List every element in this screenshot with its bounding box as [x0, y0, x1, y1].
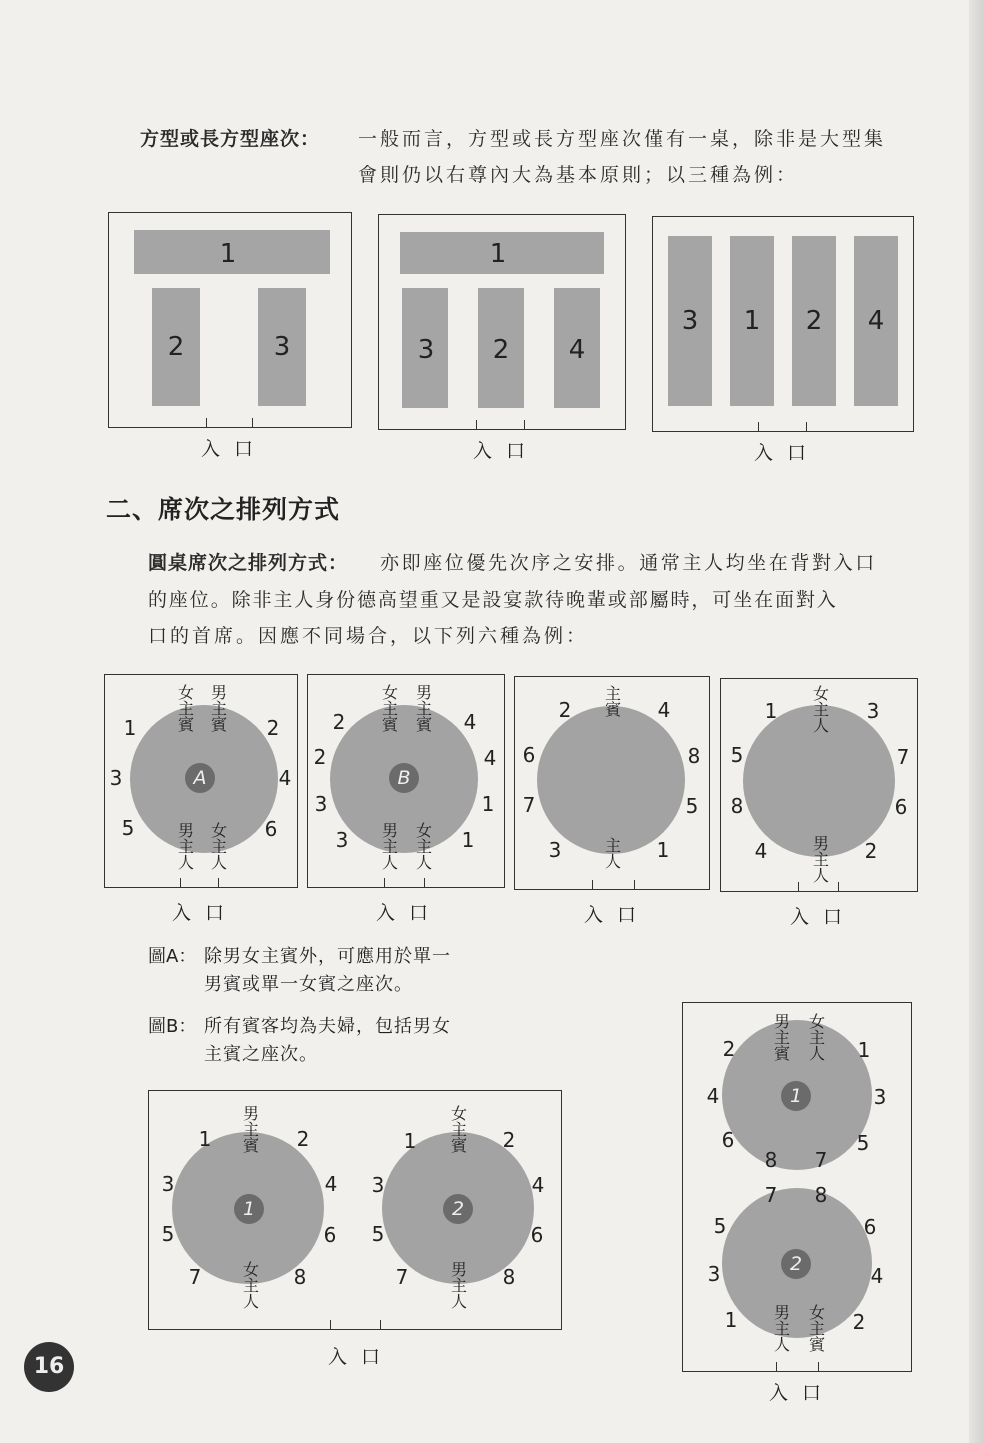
- seat-number: 3: [314, 792, 328, 816]
- seat-number: 1: [724, 1308, 738, 1332]
- seat-number: 4: [324, 1172, 338, 1196]
- seat-number: 4: [657, 698, 671, 722]
- seat-number: 1: [403, 1129, 417, 1153]
- seat-number: 2: [332, 710, 346, 734]
- entry-gap: [776, 1362, 777, 1372]
- entry-gap: [252, 418, 253, 428]
- seat-number: 2: [296, 1127, 310, 1151]
- table-number: 1: [489, 239, 507, 269]
- seat-number: 4: [706, 1084, 720, 1108]
- seat-number: 1: [198, 1127, 212, 1151]
- entry-label: 入 口: [472, 440, 530, 462]
- seat-number: 4: [531, 1173, 545, 1197]
- seat-number: 3: [866, 699, 880, 723]
- table-number: 4: [568, 335, 586, 365]
- entry-gap: [798, 882, 799, 892]
- entry-gap: [424, 878, 425, 888]
- table-number: 1: [219, 239, 237, 269]
- table-badge-1: 1: [234, 1194, 264, 1224]
- seat-number: 3: [335, 828, 349, 852]
- seat-label: 男主賓: [242, 1104, 259, 1155]
- seat-number: 3: [548, 838, 562, 862]
- diagram-letter-a: A: [185, 763, 215, 793]
- seat-number: 1: [656, 838, 670, 862]
- entry-label: 入 口: [753, 442, 811, 464]
- table-number: 4: [867, 306, 885, 336]
- table-number: 3: [681, 306, 699, 336]
- seat-number: 8: [814, 1183, 828, 1207]
- seat-number: 3: [707, 1262, 721, 1286]
- table-number: 2: [492, 335, 510, 365]
- entry-gap: [384, 878, 385, 888]
- rect-intro-label: 方型或長方型座次：: [140, 128, 321, 150]
- seat-number: 7: [896, 745, 910, 769]
- entry-label: 入 口: [200, 438, 258, 460]
- seat-number: 8: [764, 1148, 778, 1172]
- entry-label: 入 口: [583, 904, 641, 926]
- seat-label: 女主人: [812, 684, 829, 735]
- seat-number: 1: [764, 699, 778, 723]
- seat-number: 6: [522, 743, 536, 767]
- seat-number: 2: [852, 1310, 866, 1334]
- seat-number: 7: [395, 1265, 409, 1289]
- seat-number: 6: [323, 1223, 337, 1247]
- entry-gap: [476, 420, 477, 430]
- seat-label: 女主人: [242, 1260, 259, 1311]
- seat-label: 男主賓: [210, 683, 227, 734]
- table-number: 2: [167, 332, 185, 362]
- page-number: 16: [24, 1342, 74, 1392]
- seat-number: 5: [713, 1214, 727, 1238]
- seat-number: 3: [109, 766, 123, 790]
- seat-label: 女主賓: [450, 1104, 467, 1155]
- entry-gap: [634, 880, 635, 890]
- note-a-label: 圖A：: [148, 946, 197, 967]
- note-a-line2: 男賓或單一女賓之座次。: [204, 974, 413, 995]
- entry-label: 入 口: [375, 902, 433, 924]
- seat-number: 5: [856, 1131, 870, 1155]
- seat-number: 1: [481, 792, 495, 816]
- section-heading: 二、席次之排列方式: [106, 495, 341, 524]
- entry-label: 入 口: [768, 1382, 826, 1404]
- entry-label: 入 口: [327, 1346, 385, 1368]
- round-intro-line1: 亦即座位優先次序之安排。通常主人均坐在背對入口: [380, 552, 877, 574]
- seat-number: 1: [123, 716, 137, 740]
- seat-number: 5: [161, 1222, 175, 1246]
- entry-gap: [806, 422, 807, 432]
- seat-number: 6: [264, 817, 278, 841]
- seat-label: 男主人: [812, 834, 829, 885]
- seat-number: 7: [814, 1148, 828, 1172]
- seat-number: 2: [722, 1037, 736, 1061]
- table-number: 3: [273, 332, 291, 362]
- seat-label: 男主賓: [415, 683, 432, 734]
- seat-number: 4: [483, 746, 497, 770]
- seat-label: 男主人: [177, 821, 194, 872]
- seat-number: 8: [730, 794, 744, 818]
- table-number: 3: [417, 335, 435, 365]
- table-number: 1: [743, 306, 761, 336]
- seat-number: 2: [313, 745, 327, 769]
- entry-gap: [218, 878, 219, 888]
- seat-number: 5: [121, 816, 135, 840]
- entry-gap: [838, 882, 839, 892]
- seat-label: 女主賓: [381, 683, 398, 734]
- entry-gap: [206, 418, 207, 428]
- seat-number: 6: [721, 1128, 735, 1152]
- seat-label: 女主人: [808, 1012, 825, 1063]
- rect-intro-line2: 會則仍以右尊內大為基本原則；以三種為例：: [358, 164, 799, 186]
- seat-label: 女主賓: [808, 1303, 825, 1354]
- round-intro-line2: 的座位。除非主人身份德高望重又是設宴款待晚輩或部屬時，可坐在面對入: [148, 589, 838, 611]
- diagram-letter-b: B: [389, 763, 419, 793]
- seat-number: 7: [522, 793, 536, 817]
- table-badge-2: 2: [781, 1249, 811, 1279]
- entry-gap: [380, 1320, 381, 1330]
- seat-number: 8: [293, 1265, 307, 1289]
- seat-number: 7: [764, 1183, 778, 1207]
- seat-number: 5: [371, 1222, 385, 1246]
- seat-number: 4: [754, 839, 768, 863]
- seat-label: 男主人: [450, 1260, 467, 1311]
- seat-label: 女主賓: [177, 683, 194, 734]
- note-b-line2: 主賓之座次。: [204, 1044, 318, 1065]
- seat-label: 女主人: [210, 821, 227, 872]
- entry-gap: [330, 1320, 331, 1330]
- seat-number: 6: [530, 1223, 544, 1247]
- entry-label: 入 口: [789, 906, 847, 928]
- seat-number: 2: [502, 1128, 516, 1152]
- table-badge-1: 1: [781, 1081, 811, 1111]
- table-number: 2: [805, 306, 823, 336]
- entry-gap: [592, 880, 593, 890]
- round-table: [537, 706, 685, 854]
- seat-number: 4: [870, 1264, 884, 1288]
- entry-gap: [818, 1362, 819, 1372]
- note-b-label: 圖B：: [148, 1016, 197, 1037]
- seat-number: 1: [461, 828, 475, 852]
- seat-number: 7: [188, 1265, 202, 1289]
- seat-number: 6: [863, 1215, 877, 1239]
- seat-number: 5: [685, 794, 699, 818]
- seat-number: 4: [463, 710, 477, 734]
- seat-label: 主賓: [604, 684, 621, 719]
- rect-intro-line1: 一般而言，方型或長方型座次僅有一桌，除非是大型集: [358, 128, 887, 150]
- seat-number: 6: [894, 795, 908, 819]
- entry-label: 入 口: [171, 902, 229, 924]
- seat-number: 2: [266, 716, 280, 740]
- seat-label: 男主人: [773, 1303, 790, 1354]
- table-badge-2: 2: [443, 1194, 473, 1224]
- round-intro-line3: 口的首席。因應不同場合，以下列六種為例：: [148, 625, 589, 647]
- seat-label: 主人: [604, 836, 621, 871]
- note-a-line1: 除男女主賓外，可應用於單一: [204, 946, 451, 967]
- entry-gap: [180, 878, 181, 888]
- seat-number: 1: [857, 1038, 871, 1062]
- page-edge: [969, 0, 983, 1443]
- seat-label: 男主賓: [773, 1012, 790, 1063]
- seat-label: 女主人: [415, 821, 432, 872]
- seat-number: 8: [502, 1265, 516, 1289]
- seat-number: 3: [371, 1173, 385, 1197]
- seat-number: 2: [864, 839, 878, 863]
- seat-number: 3: [873, 1085, 887, 1109]
- round-intro-label: 圓桌席次之排列方式：: [148, 552, 349, 574]
- seat-number: 3: [161, 1172, 175, 1196]
- seat-number: 4: [278, 766, 292, 790]
- seat-label: 男主人: [381, 821, 398, 872]
- entry-gap: [758, 422, 759, 432]
- seat-number: 2: [558, 698, 572, 722]
- seat-number: 8: [687, 744, 701, 768]
- note-b-line1: 所有賓客均為夫婦，包括男女: [204, 1016, 451, 1037]
- entry-gap: [524, 420, 525, 430]
- seat-number: 5: [730, 743, 744, 767]
